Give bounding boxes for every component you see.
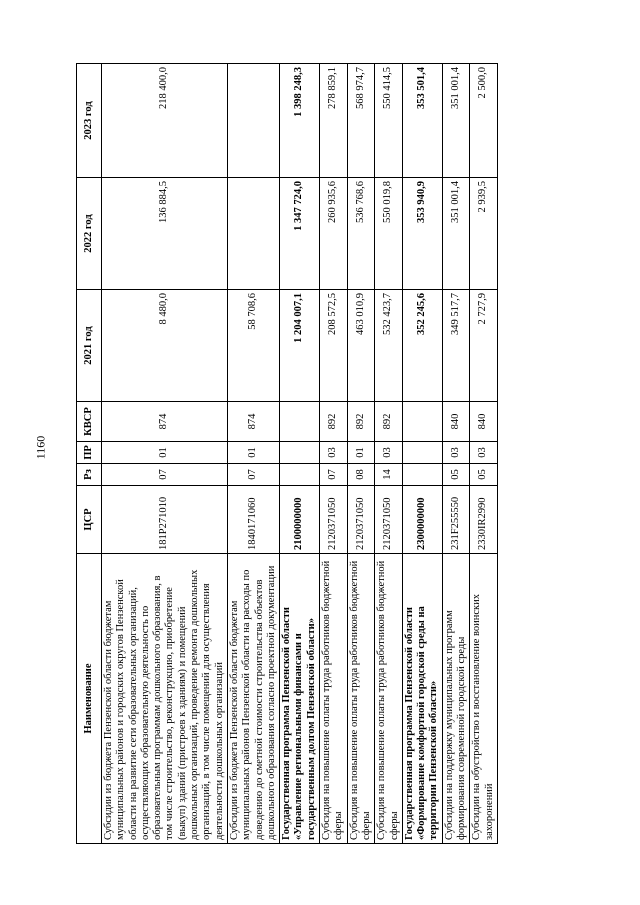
cell-pr [402, 442, 442, 464]
cell-2023: 2 500,0 [470, 64, 498, 178]
cell-rz [402, 464, 442, 486]
cell-2021: 58 708,6 [227, 290, 279, 402]
page-number: 1160 [33, 435, 48, 460]
cell-kvsr: 892 [347, 402, 375, 442]
cell-pr: 03 [375, 442, 403, 464]
cell-kvsr: 892 [375, 402, 403, 442]
cell-name: Субсидии на поддержку муниципальных программ формирования современной городской среды [442, 554, 470, 844]
cell-csr: 2300000000 [402, 486, 442, 554]
cell-kvsr: 874 [102, 402, 228, 442]
cell-kvsr [402, 402, 442, 442]
cell-csr: 2120371050 [375, 486, 403, 554]
cell-2021: 349 517,7 [442, 290, 470, 402]
cell-kvsr: 874 [227, 402, 279, 442]
table-body [102, 64, 498, 844]
cell-csr: 181P271010 [102, 486, 228, 554]
cell-2022: 353 940,9 [402, 178, 442, 290]
cell-csr: 2330IR2990 [470, 486, 498, 554]
header-2021: 2021 год [77, 290, 102, 402]
table-row [470, 64, 498, 844]
cell-kvsr: 840 [470, 402, 498, 442]
cell-2023 [227, 64, 279, 178]
table-row [227, 64, 279, 844]
header-kvsr: КВСР [77, 402, 102, 442]
cell-2021: 8 480,0 [102, 290, 228, 402]
cell-2022: 260 935,6 [320, 178, 348, 290]
cell-2022: 2 939,5 [470, 178, 498, 290]
table-row [320, 64, 348, 844]
cell-csr: 231F255550 [442, 486, 470, 554]
cell-pr: 03 [470, 442, 498, 464]
header-pr: ПР [77, 442, 102, 464]
cell-rz: 08 [347, 464, 375, 486]
header-2022: 2022 год [77, 178, 102, 290]
budget-table [76, 63, 498, 844]
table-row [280, 64, 320, 844]
cell-name: Субсидии из бюджета Пензенской области бюджетам муниципальных районов Пензенской области на расходы по доведению до сметной стоимости строительства объектов дошкольного образования согласно проектной документации [227, 554, 279, 844]
cell-name: Субсидия на повышение оплаты труда работников бюджетной сферы [320, 554, 348, 844]
cell-2022: 1 347 724,0 [280, 178, 320, 290]
table-row [347, 64, 375, 844]
cell-2023: 351 001,4 [442, 64, 470, 178]
header-rz: Рз [77, 464, 102, 486]
cell-kvsr [280, 402, 320, 442]
cell-2023: 218 400,0 [102, 64, 228, 178]
cell-2023: 568 974,7 [347, 64, 375, 178]
cell-2021: 463 010,9 [347, 290, 375, 402]
cell-csr: 2120371050 [347, 486, 375, 554]
cell-csr: 1840171060 [227, 486, 279, 554]
cell-name: Субсидия на повышение оплаты труда работников бюджетной сферы [375, 554, 403, 844]
cell-2021: 2 727,9 [470, 290, 498, 402]
cell-name: Государственная программа Пензенской области «Формирование комфортной городской среды на территории Пензенской области» [402, 554, 442, 844]
cell-2022: 550 019,8 [375, 178, 403, 290]
cell-rz: 05 [470, 464, 498, 486]
cell-kvsr: 892 [320, 402, 348, 442]
cell-pr: 01 [227, 442, 279, 464]
table-row [442, 64, 470, 844]
cell-pr: 01 [347, 442, 375, 464]
table-row [102, 64, 228, 844]
cell-rz [280, 464, 320, 486]
cell-pr [280, 442, 320, 464]
header-name: Наименование [77, 554, 102, 844]
table-row [402, 64, 442, 844]
cell-rz: 07 [102, 464, 228, 486]
cell-2022 [227, 178, 279, 290]
header-csr: ЦСР [77, 486, 102, 554]
table-row [375, 64, 403, 844]
cell-2021: 532 423,7 [375, 290, 403, 402]
cell-name: Государственная программа Пензенской области «Управление региональными финансами и государственным долгом Пензенской области» [280, 554, 320, 844]
cell-rz: 05 [442, 464, 470, 486]
cell-2023: 353 501,4 [402, 64, 442, 178]
cell-2021: 1 204 007,1 [280, 290, 320, 402]
cell-name: Субсидии из бюджета Пензенской области бюджетам муниципальных районов и городских округов Пензенской области на развитие сети образовательных организаций, осуществляющих образовательную деятельность по образовательным программам дошкольного образования, в том числе строительство, реконструкцию, приобретение (выкуп) зданий (пристроев к зданиям) и помещений дошкольных организаций, проведение ремонта дошкольных организаций, в том числе помещений для осуществления деятельности дошкольных организаций [102, 554, 228, 844]
cell-pr: 01 [102, 442, 228, 464]
header-row [77, 64, 102, 844]
cell-csr: 2100000000 [280, 486, 320, 554]
cell-pr: 03 [442, 442, 470, 464]
cell-2022: 351 001,4 [442, 178, 470, 290]
cell-2022: 136 884,5 [102, 178, 228, 290]
cell-rz: 07 [320, 464, 348, 486]
cell-2023: 550 414,5 [375, 64, 403, 178]
cell-rz: 07 [227, 464, 279, 486]
cell-rz: 14 [375, 464, 403, 486]
cell-name: Субсидия на повышение оплаты труда работников бюджетной сферы [347, 554, 375, 844]
cell-pr: 03 [320, 442, 348, 464]
cell-name: Субсидии на обустройство и восстановление воинских захоронений [470, 554, 498, 844]
cell-2021: 352 245,6 [402, 290, 442, 402]
cell-2022: 536 768,6 [347, 178, 375, 290]
cell-2021: 208 572,5 [320, 290, 348, 402]
budget-table-container [76, 64, 548, 844]
cell-2023: 1 398 248,3 [280, 64, 320, 178]
cell-csr: 2120371050 [320, 486, 348, 554]
header-2023: 2023 год [77, 64, 102, 178]
rotated-table-area [76, 64, 548, 844]
cell-2023: 278 859,1 [320, 64, 348, 178]
cell-kvsr: 840 [442, 402, 470, 442]
